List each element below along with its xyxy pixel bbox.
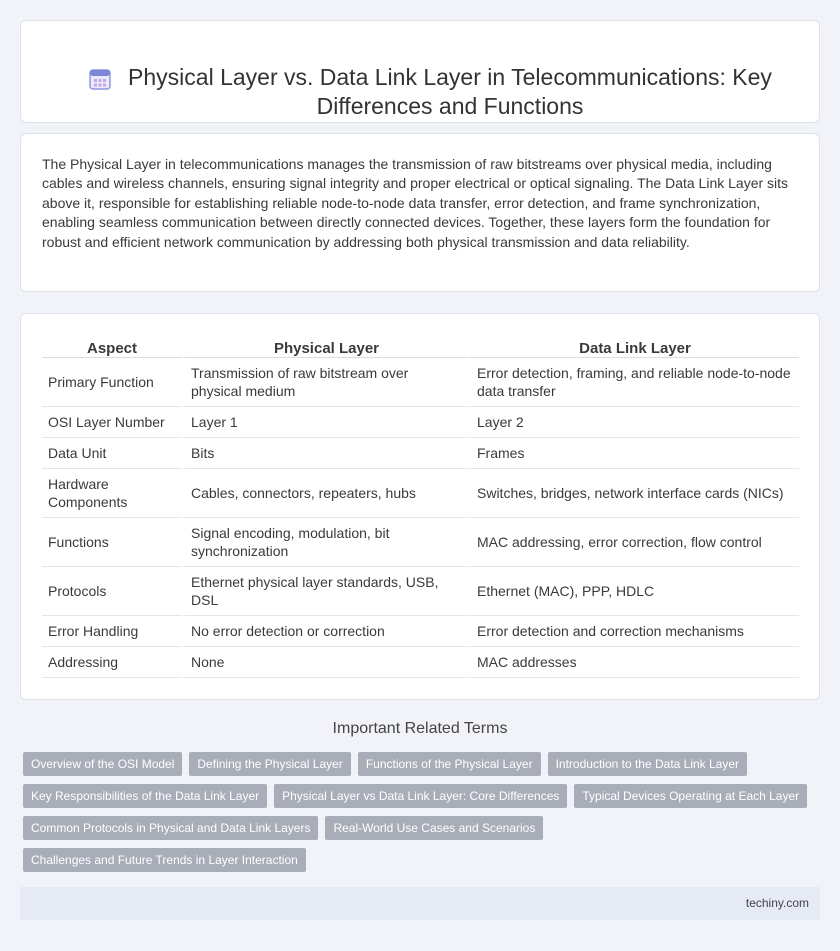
header-aspect: Aspect [42,333,182,358]
cell-data-link: MAC addresses [468,647,799,678]
related-term-tag[interactable]: Introduction to the Data Link Layer [548,752,747,776]
cell-data-link: Switches, bridges, network interface cards (NICs) [468,469,799,518]
cell-physical: None [182,647,468,678]
footer-brand[interactable]: techiny.com [745,896,809,910]
related-term-tag[interactable]: Overview of the OSI Model [23,752,182,776]
table-row [42,567,799,616]
cell-data-link: Frames [468,438,799,469]
cell-physical: Bits [182,438,468,469]
cell-aspect: Protocols [42,567,182,616]
cell-aspect: Functions [42,518,182,567]
related-terms-list [23,752,823,872]
related-term-tag[interactable]: Typical Devices Operating at Each Layer [574,784,807,808]
page-title: Physical Layer vs. Data Link Layer in Telecommunications: Key Differences and Functions [128,64,772,119]
table-row [42,616,799,647]
cell-data-link: Ethernet (MAC), PPP, HDLC [468,567,799,616]
table-header-row [42,333,799,358]
related-term-tag[interactable]: Challenges and Future Trends in Layer Interaction [23,848,306,872]
table-row [42,518,799,567]
cell-data-link: Error detection and correction mechanisms [468,616,799,647]
cell-aspect: OSI Layer Number [42,407,182,438]
header-physical-layer: Physical Layer [182,333,468,358]
cell-data-link: Layer 2 [468,407,799,438]
table-row [42,438,799,469]
related-term-tag[interactable]: Functions of the Physical Layer [358,752,541,776]
related-term-tag[interactable]: Common Protocols in Physical and Data Link Layers [23,816,318,840]
cell-aspect: Data Unit [42,438,182,469]
footer [20,887,820,920]
cell-physical: Cables, connectors, repeaters, hubs [182,469,468,518]
cell-aspect: Primary Function [42,358,182,407]
cell-physical: Ethernet physical layer standards, USB, DSL [182,567,468,616]
related-terms-heading: Important Related Terms [332,720,508,737]
calendar-icon [88,67,112,91]
cell-data-link: Error detection, framing, and reliable node-to-node data transfer [468,358,799,407]
table-row [42,647,799,678]
cell-physical: Transmission of raw bitstream over physical medium [182,358,468,407]
cell-physical: No error detection or correction [182,616,468,647]
title-card [20,20,820,123]
cell-aspect: Error Handling [42,616,182,647]
related-term-tag[interactable]: Physical Layer vs Data Link Layer: Core Differences [274,784,567,808]
comparison-table [42,333,799,678]
related-term-tag[interactable]: Real-World Use Cases and Scenarios [325,816,543,840]
cell-aspect: Addressing [42,647,182,678]
related-term-tag[interactable]: Defining the Physical Layer [189,752,350,776]
comparison-card [20,313,820,700]
table-row [42,407,799,438]
intro-paragraph: The Physical Layer in telecommunications manages the transmission of raw bitstreams over physical media, including cables and wireless channels, ensuring signal integrity and proper electrical or optical signaling. The Data Link Layer sits above it, responsible for establishing reliable node-to-node data transfer, error detection, and frame synchronization, enabling seamless communication between directly connected devices. Together, these layers form the foundation for robust and efficient network communication by addressing both physical transmission and data reliability. [42,156,789,250]
intro-card [20,133,820,292]
cell-physical: Layer 1 [182,407,468,438]
table-row [42,469,799,518]
cell-physical: Signal encoding, modulation, bit synchronization [182,518,468,567]
related-term-tag[interactable]: Key Responsibilities of the Data Link Layer [23,784,267,808]
header-data-link-layer: Data Link Layer [468,333,799,358]
cell-data-link: MAC addressing, error correction, flow control [468,518,799,567]
cell-aspect: Hardware Components [42,469,182,518]
table-row [42,358,799,407]
